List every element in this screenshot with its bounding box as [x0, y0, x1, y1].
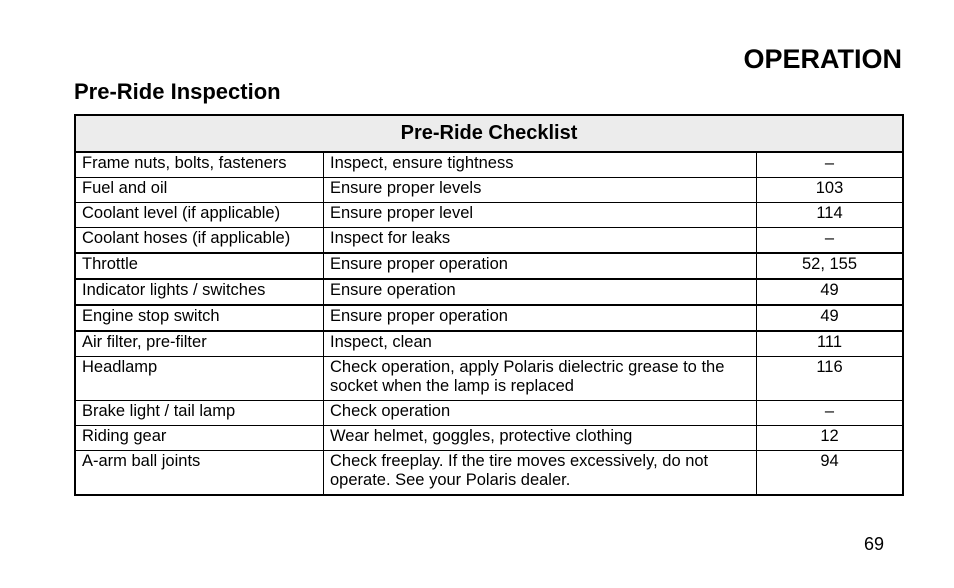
table-row	[75, 152, 903, 178]
action-cell: Ensure proper operation	[324, 305, 757, 331]
page-ref-cell: 94	[757, 451, 904, 496]
page-ref-cell: 103	[757, 178, 904, 203]
table-row	[75, 331, 903, 357]
item-cell: Brake light / tail lamp	[75, 401, 324, 426]
table-row	[75, 253, 903, 279]
action-cell: Ensure operation	[324, 279, 757, 305]
page-ref-cell: 49	[757, 279, 904, 305]
page-ref-cell: 111	[757, 331, 904, 357]
table-title: Pre-Ride Checklist	[75, 115, 903, 152]
table-row	[75, 228, 903, 254]
page-ref-cell: –	[757, 152, 904, 178]
action-cell: Inspect for leaks	[324, 228, 757, 254]
item-cell: Headlamp	[75, 357, 324, 401]
table-row	[75, 178, 903, 203]
page-ref-cell: 52, 155	[757, 253, 904, 279]
table-row	[75, 357, 903, 401]
action-cell: Check freeplay. If the tire moves excessively, do not operate. See your Polaris dealer.	[324, 451, 757, 496]
action-cell: Ensure proper level	[324, 203, 757, 228]
page-ref-cell: 114	[757, 203, 904, 228]
action-cell: Check operation, apply Polaris dielectric grease to the socket when the lamp is replaced	[324, 357, 757, 401]
pre-ride-checklist-table	[74, 114, 904, 496]
action-cell: Inspect, ensure tightness	[324, 152, 757, 178]
table-row	[75, 401, 903, 426]
item-cell: Coolant hoses (if applicable)	[75, 228, 324, 254]
item-cell: Fuel and oil	[75, 178, 324, 203]
item-cell: Riding gear	[75, 426, 324, 451]
action-cell: Check operation	[324, 401, 757, 426]
action-cell: Ensure proper operation	[324, 253, 757, 279]
chapter-title: OPERATION	[743, 44, 902, 74]
table-row	[75, 451, 903, 496]
action-cell: Inspect, clean	[324, 331, 757, 357]
table-header-row	[75, 115, 903, 152]
page-ref-cell: 12	[757, 426, 904, 451]
table-row	[75, 305, 903, 331]
action-cell: Wear helmet, goggles, protective clothing	[324, 426, 757, 451]
page-ref-cell: 49	[757, 305, 904, 331]
page-ref-cell: –	[757, 401, 904, 426]
page-ref-cell: 116	[757, 357, 904, 401]
table-row	[75, 279, 903, 305]
item-cell: Engine stop switch	[75, 305, 324, 331]
item-cell: Air filter, pre-filter	[75, 331, 324, 357]
table-row	[75, 426, 903, 451]
item-cell: Frame nuts, bolts, fasteners	[75, 152, 324, 178]
item-cell: Throttle	[75, 253, 324, 279]
page-ref-cell: –	[757, 228, 904, 254]
page-number: 69	[864, 534, 885, 554]
item-cell: Indicator lights / switches	[75, 279, 324, 305]
table-row	[75, 203, 903, 228]
section-title: Pre-Ride Inspection	[74, 79, 281, 104]
action-cell: Ensure proper levels	[324, 178, 757, 203]
item-cell: A-arm ball joints	[75, 451, 324, 496]
item-cell: Coolant level (if applicable)	[75, 203, 324, 228]
